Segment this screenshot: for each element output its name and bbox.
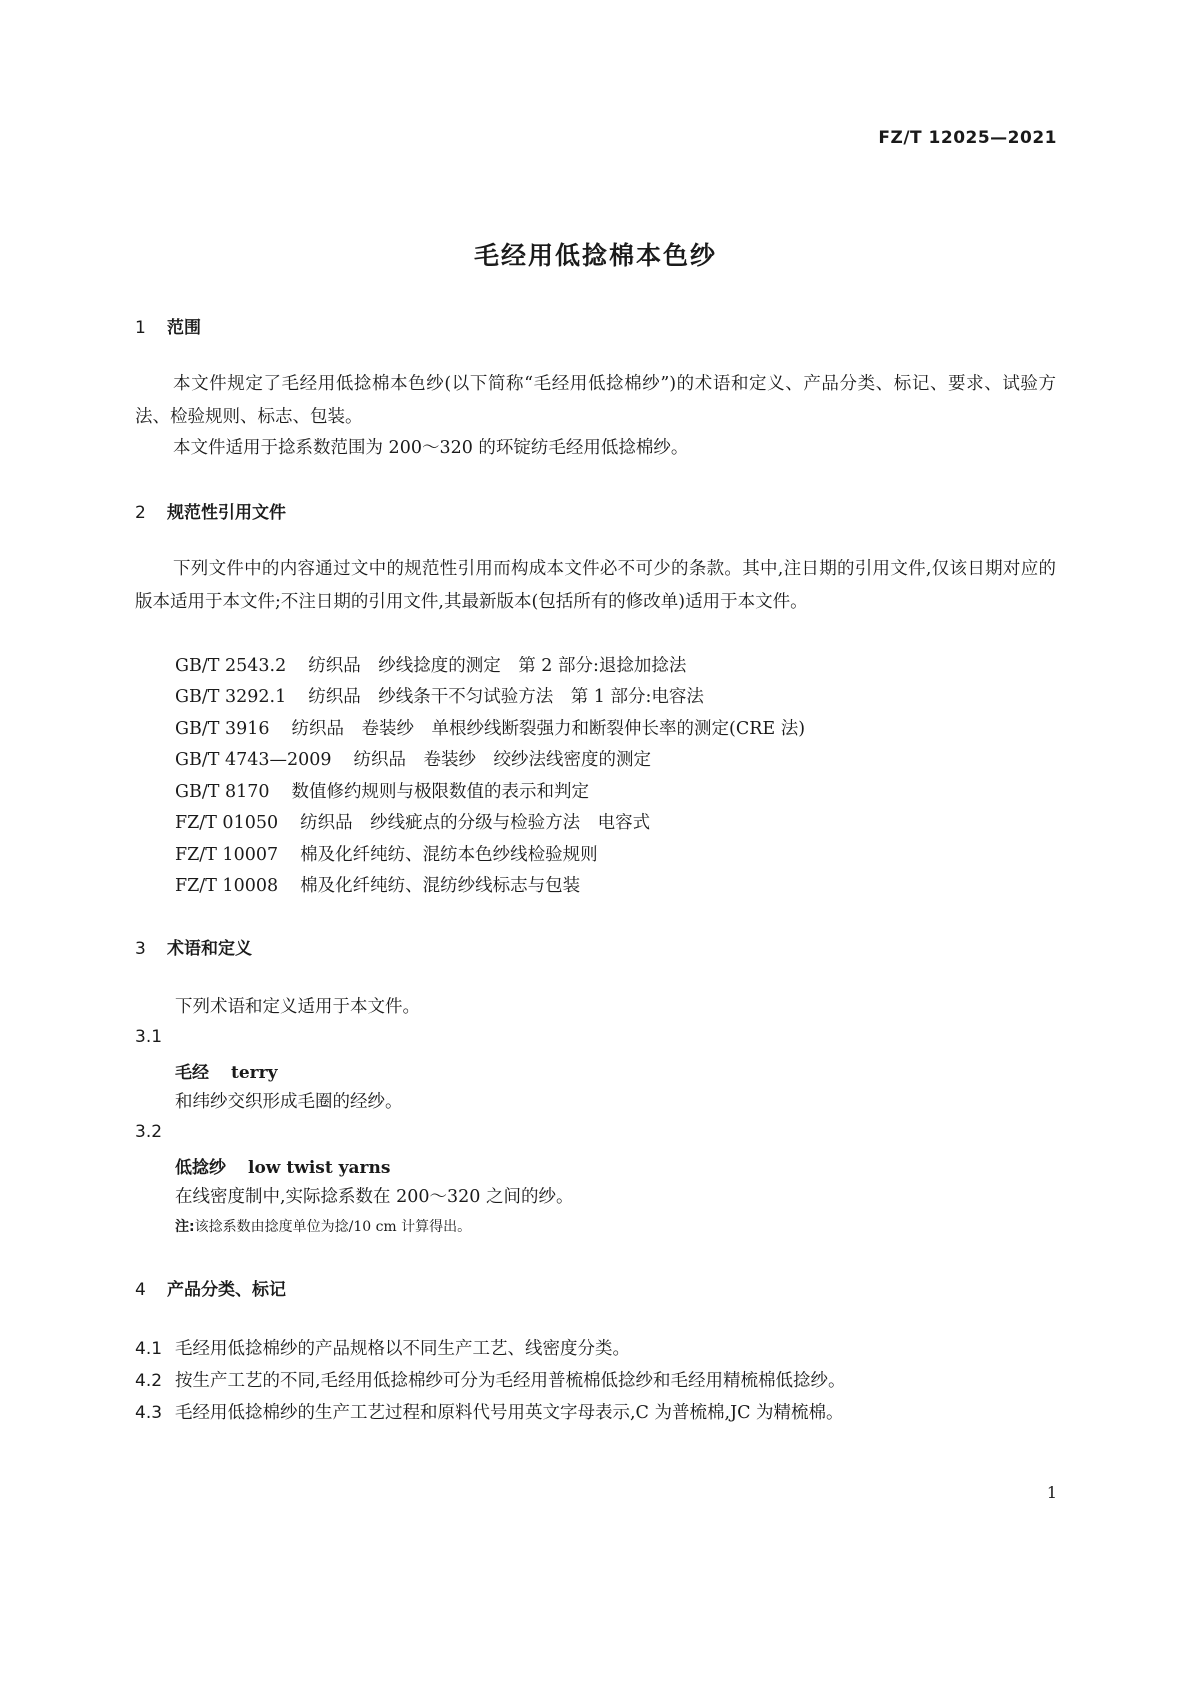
term-number: 3.1 — [135, 1027, 163, 1047]
reference-item: FZ/T 10007 棉及化纤纯纺、混纺本色纱线检验规则 — [175, 845, 598, 865]
clause-item: 4.1 毛经用低捻棉纱的产品规格以不同生产工艺、线密度分类。 — [135, 1339, 630, 1359]
reference-item: GB/T 8170 数值修约规则与极限数值的表示和判定 — [175, 782, 590, 802]
reference-item: GB/T 3916 纺织品 卷装纱 单根纱线断裂强力和断裂伸长率的测定(CRE 法) — [175, 719, 806, 739]
section-3-heading — [135, 934, 252, 959]
clause-item: 4.2 按生产工艺的不同,毛经用低捻棉纱可分为毛经用普梳棉低捻纱和毛经用精梳棉低捻纱。 — [135, 1371, 846, 1391]
term-number: 3.2 — [135, 1122, 163, 1142]
reference-item: GB/T 2543.2 纺织品 纱线捻度的测定 第 2 部分:退捻加捻法 — [175, 656, 687, 676]
term-heading: 毛经 terry — [175, 1063, 278, 1083]
term-definition: 在线密度制中,实际捻系数在 200～320 之间的纱。 — [175, 1187, 574, 1207]
section-number: 4 — [135, 1280, 146, 1300]
section-1-heading — [135, 313, 201, 338]
page-number: 1 — [1046, 1483, 1057, 1502]
section-title: 产品分类、标记 — [167, 1280, 286, 1300]
reference-item: GB/T 4743—2009 纺织品 卷装纱 绞纱法线密度的测定 — [175, 750, 652, 770]
document-title: 毛经用低捻棉本色纱 — [473, 241, 717, 270]
section-2-paragraph: 下列文件中的内容通过文中的规范性引用而构成本文件必不可少的条款。其中,注日期的引用文件,仅该日期对应的版本适用于本文件;不注日期的引用文件,其最新版本(包括所有的修改单)适用于本文件。 — [135, 559, 1056, 612]
standard-number: FZ/T 12025—2021 — [878, 128, 1057, 148]
section-1-paragraph-1: 本文件规定了毛经用低捻棉本色纱(以下简称“毛经用低捻棉纱”)的术语和定义、产品分类、标记、要求、试验方法、检验规则、标志、包装。 — [135, 374, 1056, 427]
section-2-heading — [135, 498, 286, 523]
note: 注:该捻系数由捻度单位为捻/10 cm 计算得出。 — [175, 1219, 472, 1235]
section-1-paragraph-2: 本文件适用于捻系数范围为 200～320 的环锭纺毛经用低捻棉纱。 — [173, 438, 689, 458]
section-title: 术语和定义 — [167, 939, 252, 959]
reference-item: FZ/T 01050 纺织品 纱线疵点的分级与检验方法 电容式 — [175, 813, 651, 833]
clause-item: 4.3 毛经用低捻棉纱的生产工艺过程和原料代号用英文字母表示,C 为普梳棉,JC 为精梳棉。 — [135, 1403, 844, 1423]
reference-item: GB/T 3292.1 纺织品 纱线条干不匀试验方法 第 1 部分:电容法 — [175, 687, 704, 707]
section-number: 1 — [135, 318, 146, 338]
section-title: 范围 — [167, 318, 201, 338]
section-4-heading — [135, 1275, 286, 1300]
reference-item: FZ/T 10008 棉及化纤纯纺、混纺纱线标志与包装 — [175, 876, 581, 896]
term-definition: 和纬纱交织形成毛圈的经纱。 — [175, 1092, 403, 1112]
section-title: 规范性引用文件 — [167, 503, 286, 523]
section-number: 2 — [135, 503, 146, 523]
term-heading: 低捻纱 low twist yarns — [175, 1158, 391, 1178]
section-number: 3 — [135, 939, 146, 959]
section-3-intro: 下列术语和定义适用于本文件。 — [175, 997, 420, 1017]
